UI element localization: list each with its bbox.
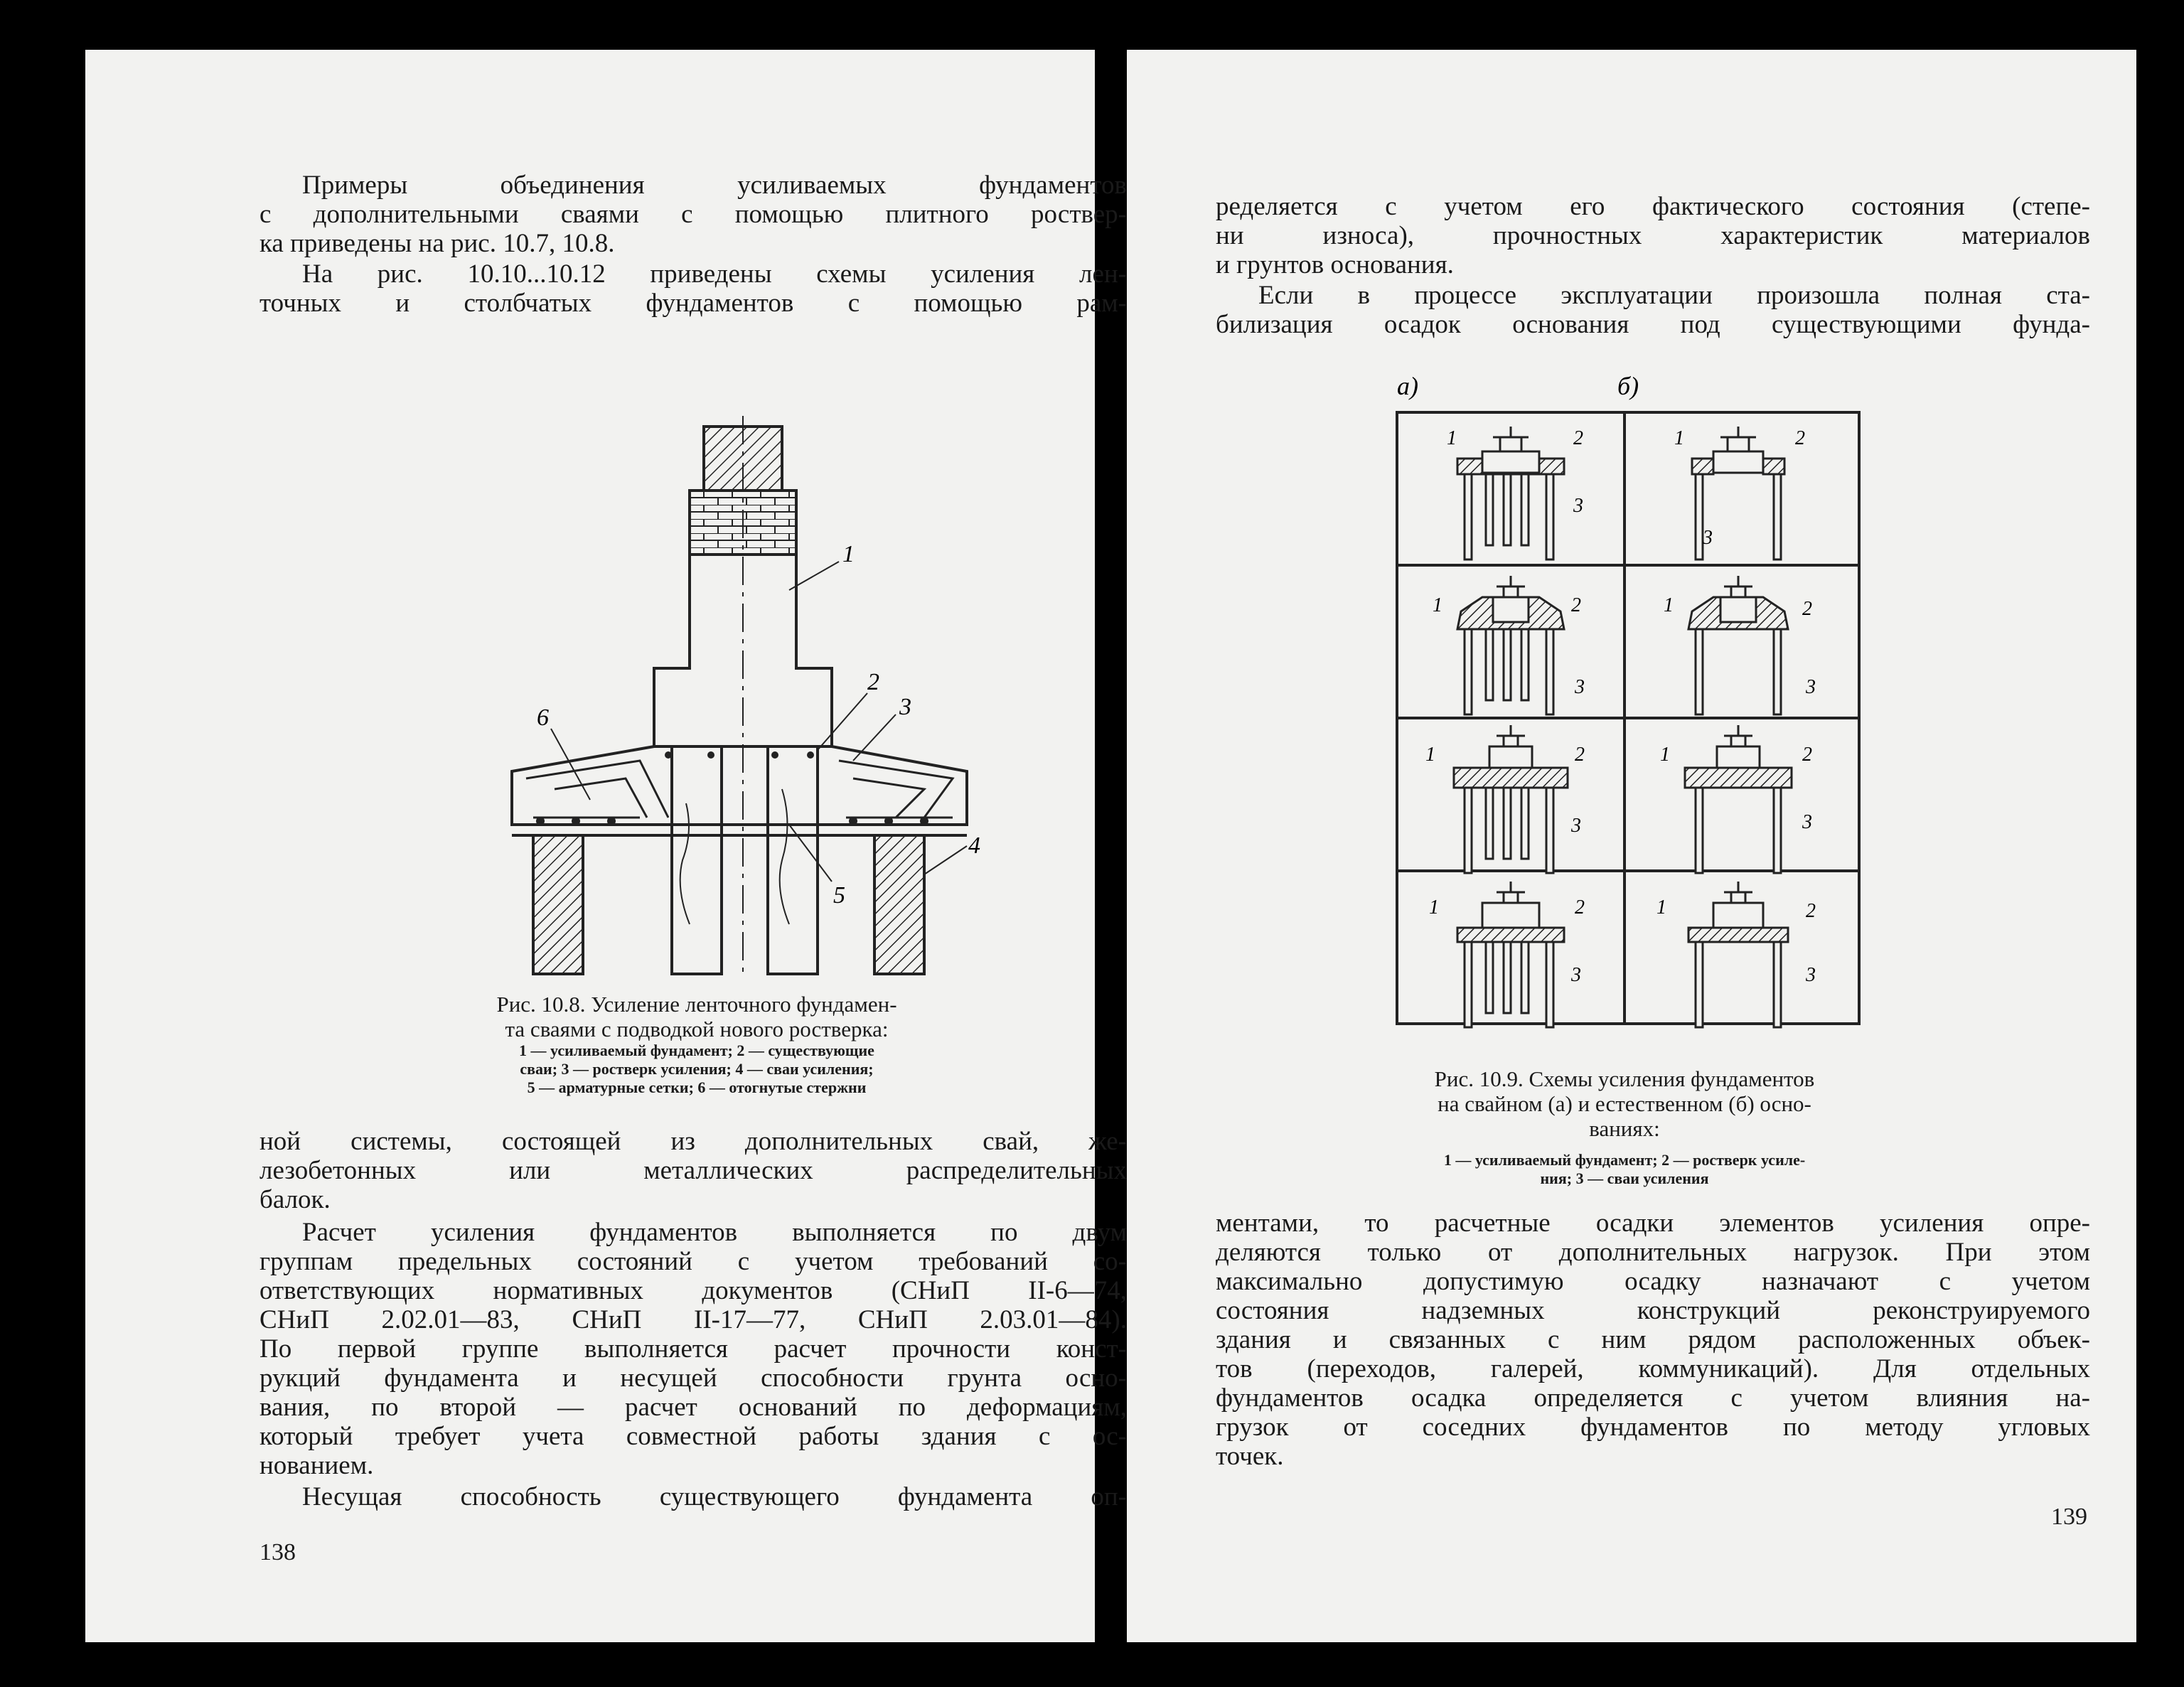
column-a-label: а) — [1397, 372, 1418, 400]
left-paragraph-3 — [259, 1127, 1127, 1214]
callout-1: 1 — [1429, 896, 1439, 919]
left-paragraph-2 — [259, 259, 1127, 318]
text-line: здания и связанных с ним рядом расположенных объек- — [1216, 1325, 2090, 1354]
figure-10-8-caption — [384, 992, 1010, 1097]
text-line: лезобетонных или металлических распределительных — [259, 1156, 1127, 1185]
callout-3: 3 — [899, 694, 911, 720]
scheme-a1 — [1457, 427, 1564, 559]
callout-3: 3 — [1806, 964, 1816, 986]
scheme-b2 — [1688, 576, 1788, 714]
callout-2: 2 — [1802, 744, 1812, 766]
right-paragraph-3 — [1216, 1209, 2090, 1471]
callout-2: 2 — [867, 669, 879, 695]
callout-1: 1 — [1425, 744, 1435, 766]
text-line: точек. — [1216, 1442, 1284, 1471]
callout-1: 1 — [1674, 427, 1684, 449]
text-line: деляются только от дополнительных нагрузок. При этом — [1216, 1238, 2090, 1267]
callout-6: 6 — [537, 705, 549, 731]
caption-title-line: Рис. 10.9. Схемы усиления фундаментов — [1434, 1066, 1815, 1091]
caption-legend-line: 1 — усиливаемый фундамент; 2 — существующие — [519, 1041, 874, 1059]
text-line: ответствующих нормативных документов (СНиП II-6—74, — [259, 1276, 1127, 1305]
scheme-b4 — [1688, 882, 1788, 1027]
text-line: билизация осадок основания под существующими фунда- — [1216, 310, 2090, 339]
caption-title-line: на свайном (а) и естественном (б) осно- — [1438, 1091, 1811, 1116]
text-line: с дополнительными сваями с помощью плитного роствер- — [259, 200, 1127, 229]
text-line: нованием. — [259, 1451, 374, 1480]
text-line: который требует учета совместной работы здания с ос- — [259, 1422, 1127, 1451]
callout-2: 2 — [1571, 594, 1581, 616]
callout-3: 3 — [1802, 811, 1812, 833]
scheme-a4 — [1457, 882, 1564, 1027]
callout-leaders — [551, 562, 967, 882]
text-line: По первой группе выполняется расчет прочности конст- — [259, 1334, 1127, 1364]
text-line: СНиП 2.02.01—83, СНиП II-17—77, СНиП 2.03.01—84). — [259, 1305, 1127, 1334]
callout-2: 2 — [1806, 900, 1816, 922]
callout-3: 3 — [1571, 964, 1581, 986]
caption-legend-line: сваи; 3 — ростверк усиления; 4 — сваи усиления; — [520, 1060, 874, 1078]
text-line: ной системы, состоящей из дополнительных свай, же- — [259, 1127, 1127, 1156]
text-line: Если в процессе эксплуатации произошла полная ста- — [1258, 281, 2090, 310]
left-page — [85, 50, 1127, 1642]
scheme-b3 — [1685, 725, 1792, 873]
reinforcement-piles-4 — [533, 835, 924, 974]
text-line: ка приведены на рис. 10.7, 10.8. — [259, 229, 615, 258]
figure-10-9-drawing — [1383, 363, 1866, 1059]
column-b-label: б) — [1617, 372, 1639, 400]
callout-3: 3 — [1575, 676, 1585, 698]
reinforcement-bars-6 — [526, 761, 953, 818]
callout-2: 2 — [1575, 896, 1585, 919]
scheme-a2 — [1457, 576, 1564, 714]
text-line: точных и столбчатых фундаментов с помощью рам- — [259, 289, 1127, 318]
callout-2: 2 — [1795, 427, 1805, 449]
left-paragraph-1 — [259, 171, 1127, 258]
text-line: группам предельных состояний с учетом требований со- — [259, 1247, 1127, 1276]
text-line: балок. — [259, 1185, 331, 1214]
callout-2: 2 — [1575, 744, 1585, 766]
callout-1: 1 — [1447, 427, 1457, 449]
callout-5: 5 — [833, 882, 845, 909]
callout-3: 3 — [1573, 495, 1583, 517]
callout-2: 2 — [1573, 427, 1583, 449]
text-line: состояния надземных конструкций реконструируемого — [1216, 1296, 2090, 1325]
callout-1: 1 — [1664, 594, 1674, 616]
callout-1: 1 — [1656, 896, 1666, 919]
caption-title-line: Рис. 10.8. Усиление ленточного фундамен- — [496, 992, 897, 1017]
existing-piles-2 — [672, 746, 818, 974]
text-line: вания, по второй — расчет оснований по деформациям, — [259, 1393, 1127, 1422]
callout-1: 1 — [1433, 594, 1442, 616]
right-paragraph-1 — [1216, 192, 2090, 279]
text-line: Расчет усиления фундаментов выполняется по двум — [302, 1218, 1127, 1247]
text-line: фундаментов осадка определяется с учетом влияния на- — [1216, 1383, 2090, 1413]
left-paragraph-5 — [259, 1482, 1127, 1511]
text-line: На рис. 10.10...10.12 приведены схемы усиления лен- — [302, 259, 1127, 289]
figure-10-9-caption — [1340, 1066, 1909, 1188]
right-paragraph-2 — [1216, 281, 2090, 339]
right-page — [1127, 50, 2136, 1642]
caption-legend-line: 1 — усиливаемый фундамент; 2 — ростверк усиле- — [1443, 1151, 1806, 1169]
text-line: ментами, то расчетные осадки элементов усиления опре- — [1216, 1209, 2090, 1238]
callout-1: 1 — [1660, 744, 1670, 766]
callout-2: 2 — [1802, 598, 1812, 620]
caption-title-line: ваниях: — [1589, 1116, 1660, 1141]
caption-legend-line: 5 — арматурные сетки; 6 — отогнутые стержни — [527, 1078, 867, 1096]
scheme-a3 — [1454, 725, 1568, 873]
page-number: 138 — [259, 1539, 296, 1565]
left-paragraph-4 — [259, 1218, 1127, 1480]
figure-10-8-drawing — [412, 363, 1024, 988]
callout-3: 3 — [1571, 815, 1581, 837]
text-line: тов (переходов, галерей, коммуникаций). Для отдельных — [1216, 1354, 2090, 1383]
caption-legend-line: ния; 3 — сваи усиления — [1540, 1169, 1709, 1187]
text-line: ни износа), прочностных характеристик материалов — [1216, 221, 2090, 250]
text-line: Несущая способность существующего фундамента оп- — [302, 1482, 1127, 1511]
callout-3: 3 — [1806, 676, 1816, 698]
reinforcement-dots — [536, 751, 928, 825]
text-line: максимально допустимую осадку назначают с учетом — [1216, 1267, 2090, 1296]
callout-4: 4 — [968, 832, 980, 859]
page-number: 139 — [2051, 1504, 2087, 1530]
text-line: ределяется с учетом его фактического состояния (степе- — [1216, 192, 2090, 221]
text-line: грузок от соседних фундаментов по методу угловых — [1216, 1413, 2090, 1442]
text-line: Примеры объединения усиливаемых фундаментов — [302, 171, 1127, 200]
callout-3: 3 — [1703, 527, 1713, 549]
caption-title-line: та сваями с подводкой нового ростверка: — [505, 1017, 889, 1041]
text-line: рукций фундамента и несущей способности грунта осно- — [259, 1364, 1127, 1393]
text-line: и грунтов основания. — [1216, 250, 1454, 279]
callout-1: 1 — [842, 541, 855, 567]
